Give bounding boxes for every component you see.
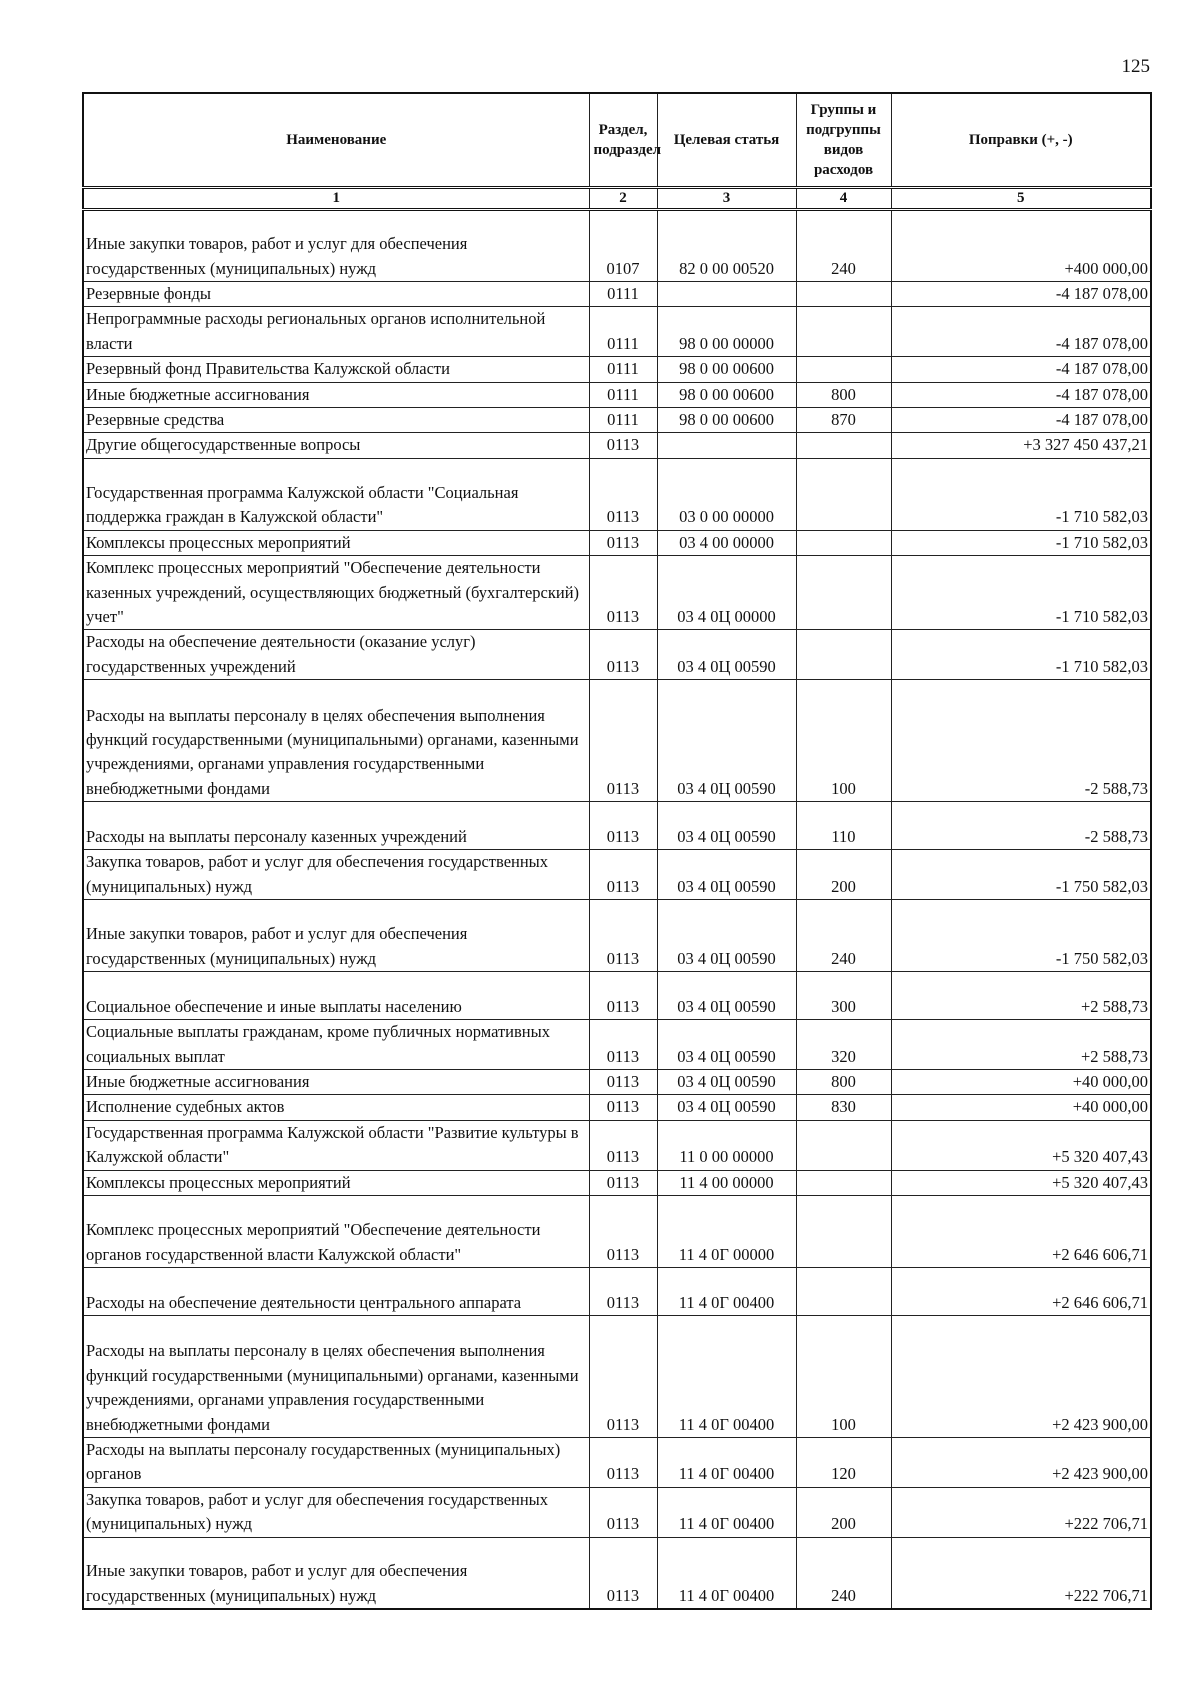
table-row: [83, 972, 1151, 1020]
row-amount: +2 646 606,71: [891, 1267, 1151, 1315]
row-name: Расходы на выплаты персоналу в целях обеспечения выполнения функций государственными (муниципальными) органами, казенными учреждениями, органами управления государственными внебюджетными фондами: [83, 1315, 589, 1437]
row-name: Иные бюджетные ассигнования: [83, 382, 589, 407]
row-group: 200: [796, 1487, 891, 1537]
row-target: [657, 433, 796, 458]
row-amount: -1 750 582,03: [891, 900, 1151, 972]
row-target: 82 0 00 00520: [657, 210, 796, 282]
row-section: 0113: [589, 530, 657, 555]
row-amount: +222 706,71: [891, 1487, 1151, 1537]
row-section: 0111: [589, 382, 657, 407]
row-name: Комплекс процессных мероприятий "Обеспечение деятельности органов государственной власти Калужской области": [83, 1195, 589, 1267]
row-section: 0111: [589, 282, 657, 307]
row-amount: -1 710 582,03: [891, 458, 1151, 530]
row-section: 0111: [589, 357, 657, 382]
row-group: [796, 1170, 891, 1195]
row-amount: -4 187 078,00: [891, 357, 1151, 382]
row-target: 03 4 0Ц 00590: [657, 900, 796, 972]
row-section: 0113: [589, 1195, 657, 1267]
row-target: 03 4 0Ц 00590: [657, 802, 796, 850]
row-section: 0113: [589, 1487, 657, 1537]
row-amount: -4 187 078,00: [891, 408, 1151, 433]
row-target: 11 4 0Г 00400: [657, 1437, 796, 1487]
row-amount: -1 710 582,03: [891, 630, 1151, 680]
row-target: 11 4 00 00000: [657, 1170, 796, 1195]
table-row: [83, 900, 1151, 972]
table-row: [83, 1095, 1151, 1120]
row-section: 0113: [589, 556, 657, 630]
table-row: [83, 1170, 1151, 1195]
row-amount: -2 588,73: [891, 680, 1151, 802]
row-group: 830: [796, 1095, 891, 1120]
table-row: [83, 307, 1151, 357]
row-section: 0113: [589, 850, 657, 900]
budget-table-container: [82, 92, 1150, 1610]
row-group: 320: [796, 1020, 891, 1070]
row-amount: +2 588,73: [891, 972, 1151, 1020]
column-number: 3: [657, 188, 796, 210]
row-target: 98 0 00 00600: [657, 357, 796, 382]
row-group: [796, 1120, 891, 1170]
row-name: Другие общегосударственные вопросы: [83, 433, 589, 458]
row-section: 0113: [589, 1120, 657, 1170]
row-section: 0113: [589, 680, 657, 802]
row-target: 03 4 0Ц 00590: [657, 680, 796, 802]
row-section: 0113: [589, 1069, 657, 1094]
row-name: Резервные фонды: [83, 282, 589, 307]
row-group: 800: [796, 1069, 891, 1094]
row-group: 800: [796, 382, 891, 407]
row-group: 870: [796, 408, 891, 433]
row-group: 300: [796, 972, 891, 1020]
table-row: [83, 680, 1151, 802]
row-section: 0113: [589, 1095, 657, 1120]
table-row: [83, 530, 1151, 555]
row-section: 0113: [589, 1437, 657, 1487]
row-section: 0113: [589, 1170, 657, 1195]
row-group: 120: [796, 1437, 891, 1487]
row-name: Закупка товаров, работ и услуг для обеспечения государственных (муниципальных) нужд: [83, 850, 589, 900]
row-name: Государственная программа Калужской области "Социальная поддержка граждан в Калужской области": [83, 458, 589, 530]
row-name: Исполнение судебных актов: [83, 1095, 589, 1120]
row-amount: +3 327 450 437,21: [891, 433, 1151, 458]
row-name: Комплекс процессных мероприятий "Обеспечение деятельности казенных учреждений, осуществляющих бюджетный (бухгалтерский) учет": [83, 556, 589, 630]
row-amount: -4 187 078,00: [891, 307, 1151, 357]
row-amount: -4 187 078,00: [891, 382, 1151, 407]
row-target: 11 4 0Г 00400: [657, 1487, 796, 1537]
budget-table: [82, 92, 1152, 1610]
row-name: Социальное обеспечение и иные выплаты населению: [83, 972, 589, 1020]
row-target: 98 0 00 00600: [657, 408, 796, 433]
row-name: Расходы на выплаты персоналу в целях обеспечения выполнения функций государственными (муниципальными) органами, казенными учреждениями, органами управления государственными внебюджетными фондами: [83, 680, 589, 802]
table-row: [83, 802, 1151, 850]
row-amount: +40 000,00: [891, 1069, 1151, 1094]
row-amount: -1 710 582,03: [891, 556, 1151, 630]
row-target: 03 4 0Ц 00590: [657, 972, 796, 1020]
table-row: [83, 1195, 1151, 1267]
row-name: Иные бюджетные ассигнования: [83, 1069, 589, 1094]
row-name: Расходы на обеспечение деятельности (оказание услуг) государственных учреждений: [83, 630, 589, 680]
row-section: 0113: [589, 1020, 657, 1070]
row-amount: +5 320 407,43: [891, 1120, 1151, 1170]
row-target: 98 0 00 00000: [657, 307, 796, 357]
row-section: 0111: [589, 408, 657, 433]
table-header: [83, 93, 1151, 188]
row-group: 240: [796, 210, 891, 282]
row-target: 03 4 0Ц 00590: [657, 630, 796, 680]
row-amount: +2 588,73: [891, 1020, 1151, 1070]
column-number: 4: [796, 188, 891, 210]
row-target: 03 4 0Ц 00590: [657, 850, 796, 900]
row-section: 0113: [589, 630, 657, 680]
table-row: [83, 630, 1151, 680]
column-number: 2: [589, 188, 657, 210]
row-group: [796, 282, 891, 307]
row-group: [796, 556, 891, 630]
row-target: 11 4 0Г 00400: [657, 1267, 796, 1315]
row-amount: +222 706,71: [891, 1537, 1151, 1609]
row-target: 11 0 00 00000: [657, 1120, 796, 1170]
row-group: 240: [796, 900, 891, 972]
row-group: 200: [796, 850, 891, 900]
row-section: 0113: [589, 1267, 657, 1315]
table-row: [83, 1020, 1151, 1070]
row-name: Расходы на выплаты персоналу государственных (муниципальных) органов: [83, 1437, 589, 1487]
row-amount: -1 710 582,03: [891, 530, 1151, 555]
row-group: [796, 433, 891, 458]
row-target: [657, 282, 796, 307]
table-row: [83, 382, 1151, 407]
header-section: Раздел, подраздел: [589, 93, 657, 188]
row-amount: -4 187 078,00: [891, 282, 1151, 307]
table-row: [83, 1315, 1151, 1437]
row-amount: +2 423 900,00: [891, 1437, 1151, 1487]
row-name: Резервные средства: [83, 408, 589, 433]
row-name: Государственная программа Калужской области "Развитие культуры в Калужской области": [83, 1120, 589, 1170]
row-section: 0113: [589, 1315, 657, 1437]
row-group: [796, 307, 891, 357]
row-target: 03 4 0Ц 00590: [657, 1095, 796, 1120]
row-target: 03 4 0Ц 00000: [657, 556, 796, 630]
row-section: 0111: [589, 307, 657, 357]
row-name: Резервный фонд Правительства Калужской области: [83, 357, 589, 382]
table-row: [83, 408, 1151, 433]
row-name: Социальные выплаты гражданам, кроме публичных нормативных социальных выплат: [83, 1020, 589, 1070]
row-amount: +2 423 900,00: [891, 1315, 1151, 1437]
row-section: 0113: [589, 1537, 657, 1609]
header-name: Наименование: [83, 93, 589, 188]
row-section: 0107: [589, 210, 657, 282]
row-target: 03 4 0Ц 00590: [657, 1020, 796, 1070]
row-section: 0113: [589, 433, 657, 458]
row-name: Комплексы процессных мероприятий: [83, 1170, 589, 1195]
header-groups: Группы и подгруппы видов расходов: [796, 93, 891, 188]
table-row: [83, 458, 1151, 530]
header-amount: Поправки (+, -): [891, 93, 1151, 188]
row-amount: +40 000,00: [891, 1095, 1151, 1120]
row-name: Иные закупки товаров, работ и услуг для обеспечения государственных (муниципальных) нужд: [83, 1537, 589, 1609]
table-row: [83, 1069, 1151, 1094]
row-target: 03 0 00 00000: [657, 458, 796, 530]
row-group: [796, 357, 891, 382]
row-name: Иные закупки товаров, работ и услуг для обеспечения государственных (муниципальных) нужд: [83, 900, 589, 972]
row-amount: -2 588,73: [891, 802, 1151, 850]
row-group: [796, 630, 891, 680]
row-group: 100: [796, 680, 891, 802]
page-number: 125: [1121, 56, 1150, 77]
row-amount: +2 646 606,71: [891, 1195, 1151, 1267]
row-target: 03 4 0Ц 00590: [657, 1069, 796, 1094]
row-target: 11 4 0Г 00400: [657, 1537, 796, 1609]
row-section: 0113: [589, 900, 657, 972]
row-group: [796, 458, 891, 530]
column-numbers-row: [83, 188, 1151, 210]
row-amount: -1 750 582,03: [891, 850, 1151, 900]
row-section: 0113: [589, 802, 657, 850]
column-number: 5: [891, 188, 1151, 210]
row-group: 110: [796, 802, 891, 850]
row-group: [796, 530, 891, 555]
row-target: 98 0 00 00600: [657, 382, 796, 407]
row-group: [796, 1195, 891, 1267]
table-row: [83, 433, 1151, 458]
row-target: 03 4 00 00000: [657, 530, 796, 555]
row-name: Комплексы процессных мероприятий: [83, 530, 589, 555]
column-number: 1: [83, 188, 589, 210]
row-name: Закупка товаров, работ и услуг для обеспечения государственных (муниципальных) нужд: [83, 1487, 589, 1537]
row-group: 240: [796, 1537, 891, 1609]
table-row: [83, 1487, 1151, 1537]
row-amount: +400 000,00: [891, 210, 1151, 282]
row-name: Иные закупки товаров, работ и услуг для обеспечения государственных (муниципальных) нужд: [83, 210, 589, 282]
row-group: 100: [796, 1315, 891, 1437]
row-section: 0113: [589, 458, 657, 530]
table-row: [83, 282, 1151, 307]
table-row: [83, 1537, 1151, 1609]
table-row: [83, 1120, 1151, 1170]
table-row: [83, 357, 1151, 382]
row-name: Расходы на выплаты персоналу казенных учреждений: [83, 802, 589, 850]
row-name: Непрограммные расходы региональных органов исполнительной власти: [83, 307, 589, 357]
row-group: [796, 1267, 891, 1315]
table-row: [83, 210, 1151, 282]
table-row: [83, 556, 1151, 630]
table-row: [83, 850, 1151, 900]
row-amount: +5 320 407,43: [891, 1170, 1151, 1195]
row-target: 11 4 0Г 00000: [657, 1195, 796, 1267]
row-section: 0113: [589, 972, 657, 1020]
table-row: [83, 1437, 1151, 1487]
header-target: Целевая статья: [657, 93, 796, 188]
row-name: Расходы на обеспечение деятельности центрального аппарата: [83, 1267, 589, 1315]
row-target: 11 4 0Г 00400: [657, 1315, 796, 1437]
table-row: [83, 1267, 1151, 1315]
